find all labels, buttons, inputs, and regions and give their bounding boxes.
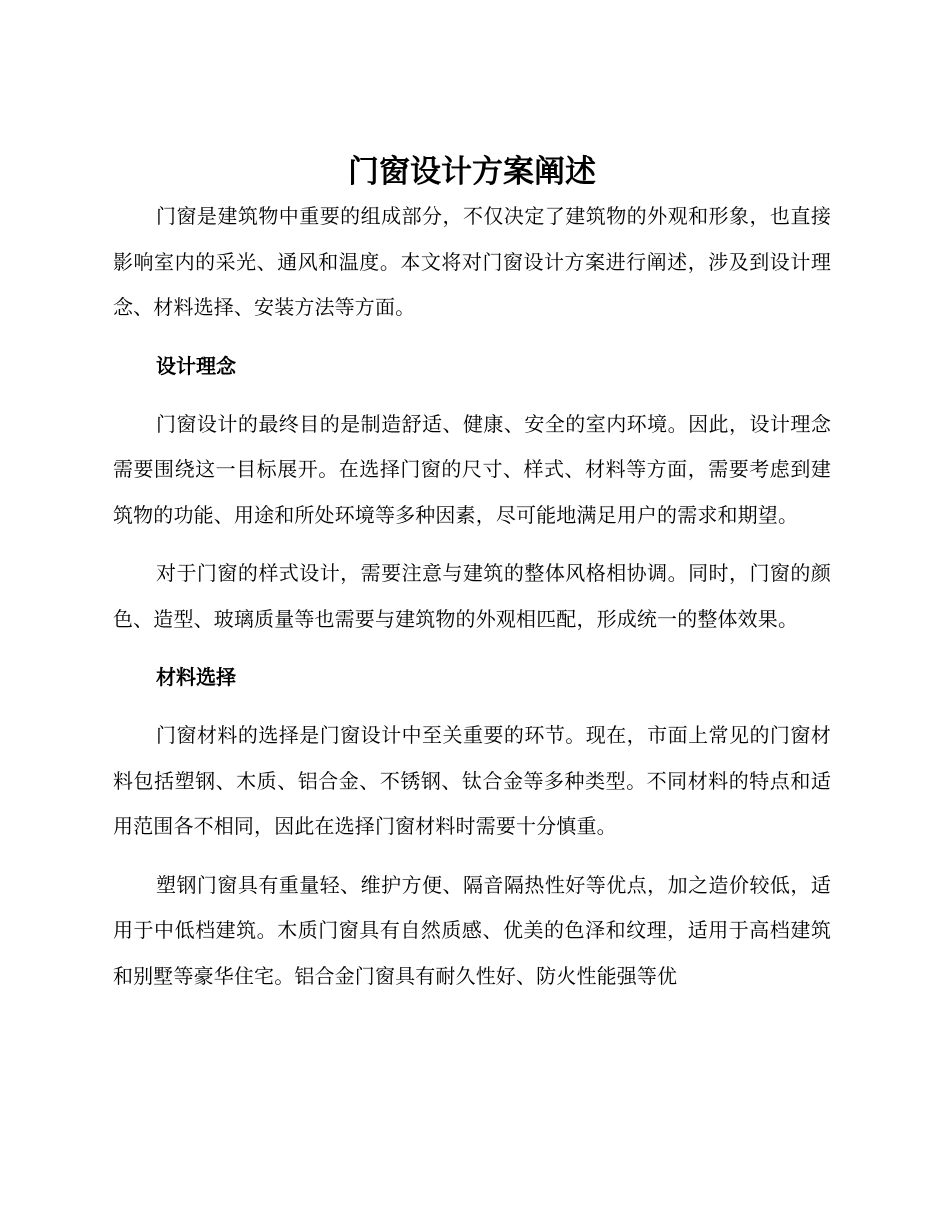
document-page (113, 150, 831, 999)
spacer (113, 642, 831, 655)
section-heading-design-concept: 设计理念 (156, 353, 236, 378)
design-concept-paragraph-1: 门窗设计的最终目的是制造舒适、健康、安全的室内环境。因此，设计理念需要围绕这一目标展开。在选择门窗的尺寸、样式、材料等方面，需要考虑到建筑物的功能、用途和所处环境等多种因素，尽可能地满足用户的需求和期望。 (113, 411, 831, 527)
spacer (113, 389, 831, 402)
spacer (113, 700, 831, 713)
spacer (113, 331, 831, 344)
section-heading-material-selection: 材料选择 (156, 665, 236, 689)
material-selection-paragraph-1: 门窗材料的选择是门窗设计中至关重要的环节。现在，市面上常见的门窗材料包括塑钢、木质、铝合金、不锈钢、钛合金等多种类型。不同材料的特点和适用范围各不相同，因此在选择门窗材料时需要十分慎重。 (113, 723, 831, 838)
intro-paragraph: 门窗是建筑物中重要的组成部分，不仅决定了建筑物的外观和形象，也直接影响室内的采光、通风和温度。本文将对门窗设计方案进行阐述，涉及到设计理念、材料选择、安装方法等方面。 (113, 204, 831, 319)
document-title: 门窗设计方案阐述 (348, 154, 596, 190)
design-concept-paragraph-2: 对于门窗的样式设计，需要注意与建筑的整体风格相协调。同时，门窗的颜色、造型、玻璃质量等也需要与建筑物的外观相匹配，形成统一的整体效果。 (113, 561, 831, 631)
spacer (113, 538, 831, 551)
spacer (113, 850, 831, 863)
material-selection-paragraph-2: 塑钢门窗具有重量轻、维护方便、隔音隔热性好等优点，加之造价较低，适用于中低档建筑。木质门窗具有自然质感、优美的色泽和纹理，适用于高档建筑和别墅等豪华住宅。铝合金门窗具有耐久性好、防火性能强等优 (113, 872, 831, 988)
